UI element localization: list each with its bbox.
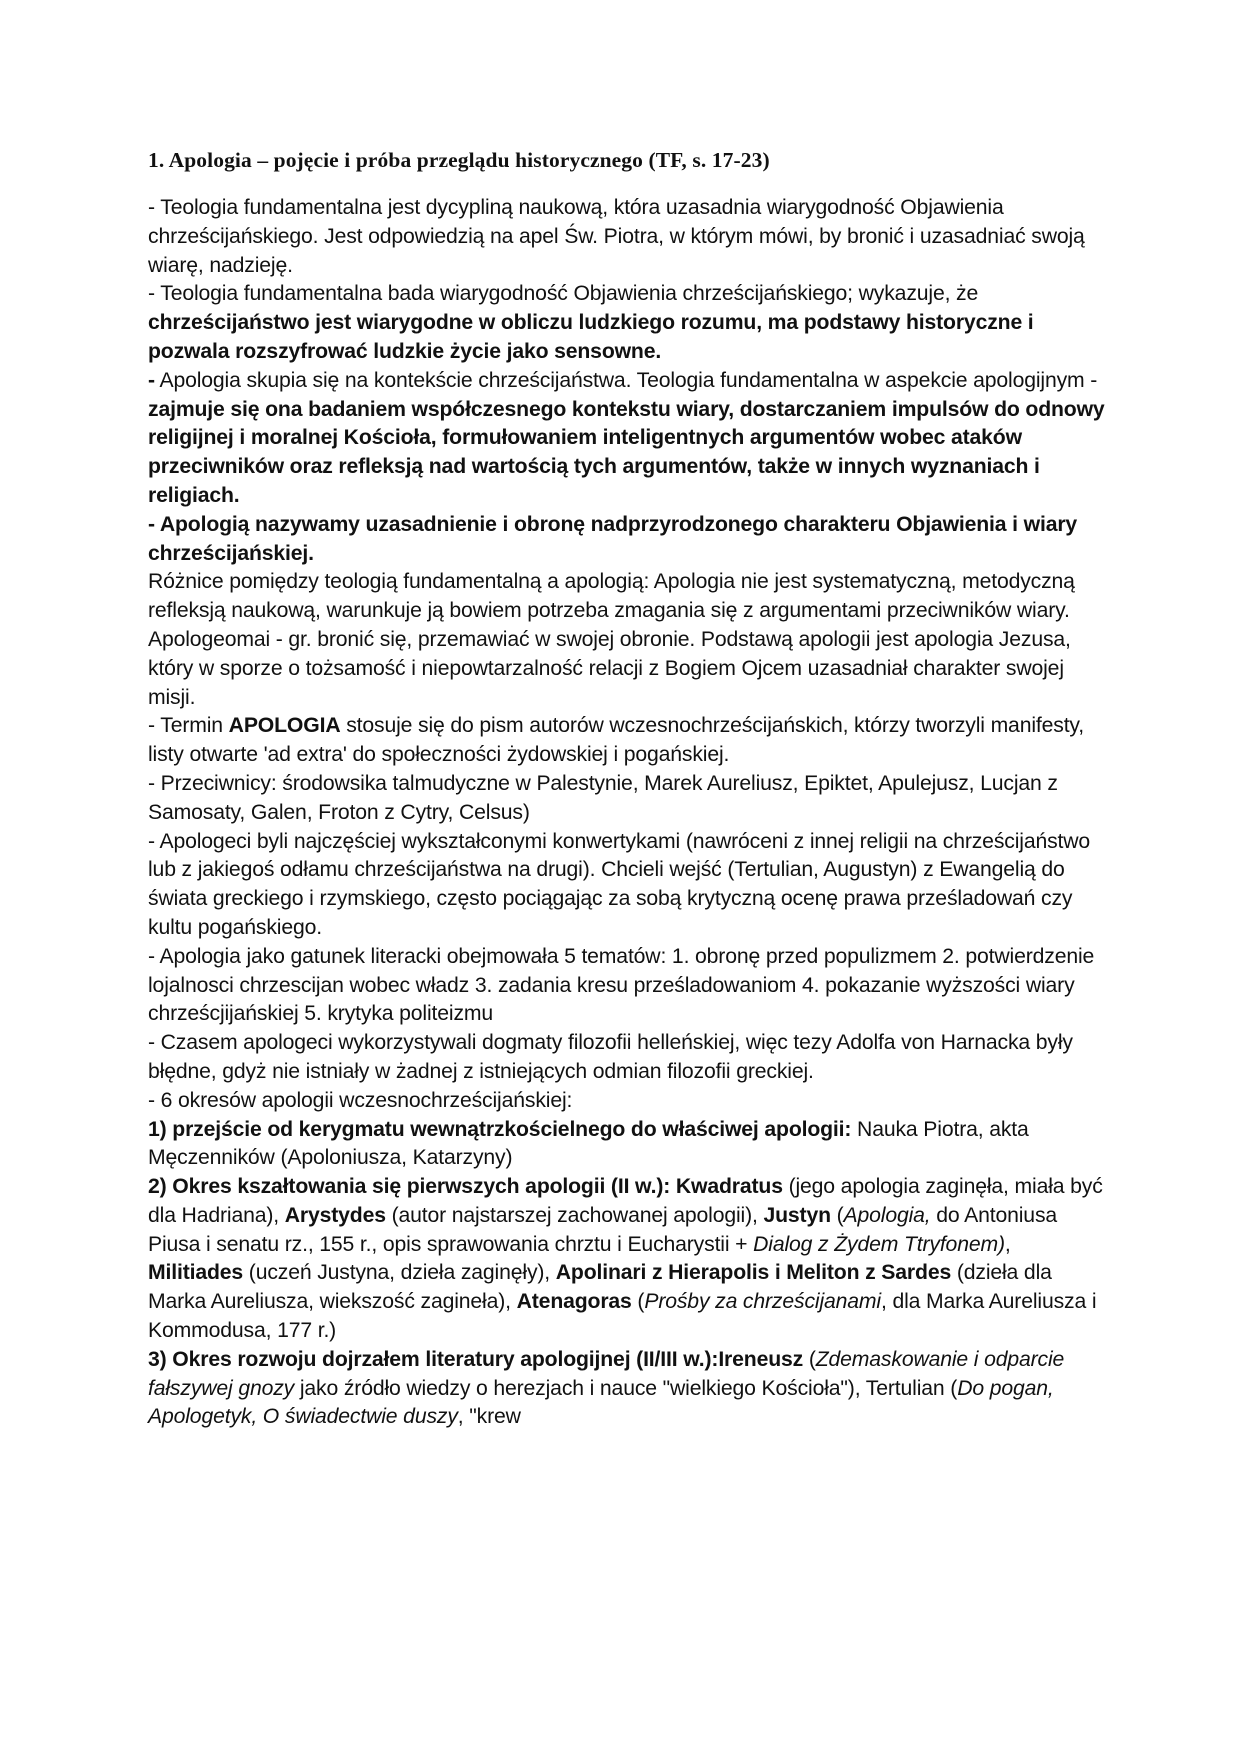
text-run: (jego apologia zaginęła, miała być dla Hadriana), xyxy=(148,1175,1103,1227)
text-run: - Apologia jako gatunek literacki obejmowała 5 tematów: 1. obronę przed populizmem 2. potwierdzenie lojalnosci chrzescijan wobec władz 3. zadania kresu prześladowaniom 4. pokazanie wyższości wiary chrześcjijańskiej 5. krytyka politeizmu xyxy=(148,944,1095,1026)
paragraph xyxy=(148,712,1108,770)
paragraph xyxy=(148,1346,1108,1432)
paragraph xyxy=(148,943,1108,1029)
italic-text: Do pogan, Apologetyk, O świadectwie duszy xyxy=(148,1376,1054,1429)
text-run: do Antoniusa Piusa i senatu rz., 155 r., opis sprawowania chrztu i Eucharystii + xyxy=(148,1203,1058,1256)
italic-text: Apologia, xyxy=(843,1203,931,1227)
text-run: (autor najstarszej zachowanej apologii), xyxy=(385,1203,764,1227)
paragraph xyxy=(148,367,1108,511)
text-run: - Apologeci byli najczęściej wykształconymi konwertykami (nawróceni z innej religii na chrześcijaństwo lub z jakiegoś odłamu chrześcijaństwa na drugi). Chcieli wejść (Tertulian, Augustyn) z Ewangelią do świata greckiego i rzymskiego, często pociągając za sobą krytyczną ocenę prawa prześladowań czy kultu pogańskiego. xyxy=(148,829,1091,939)
paragraph xyxy=(148,194,1108,280)
paragraph xyxy=(148,828,1108,943)
paragraph xyxy=(148,770,1108,828)
bold-text: Arystydes xyxy=(284,1203,386,1227)
text-run: - Teologia fundamentalna bada wiarygodność Objawienia chrześcijańskiego; wykazuje, że xyxy=(148,282,979,306)
text-run: , xyxy=(1004,1232,1011,1256)
text-run: - Czasem apologeci wykorzystywali dogmaty filozofii helleńskiej, więc tezy Adolfa von Harnacka były błędne, gdyż nie istniały w żadnej z istniejących odmian filozofii greckiej. xyxy=(148,1031,1073,1083)
text-run: - 6 okresów apologii wczesnochrześcijańskiej: xyxy=(148,1088,573,1112)
text-run: (dzieła dla Marka Aureliusza, wiekszość zagineła), xyxy=(148,1261,1052,1314)
paragraph xyxy=(148,1029,1108,1087)
bold-text: 1) przejście od kerygmatu wewnątrzkościelnego do właściwej apologii: xyxy=(148,1117,852,1141)
bold-text: APOLOGIA xyxy=(228,714,341,738)
paragraph xyxy=(148,568,1108,712)
bold-text: - Apologią nazywamy uzasadnienie i obronę nadprzyrodzonego charakteru Objawienia i wiary chrześcijańskiej. xyxy=(148,512,1078,565)
document-body xyxy=(148,194,1108,1432)
text-run: , "krew xyxy=(457,1405,521,1429)
italic-text: Zdemaskowanie i odparcie fałszywej gnozy xyxy=(148,1347,1065,1400)
text-run: ( xyxy=(830,1203,844,1227)
bold-text: Atenagoras xyxy=(516,1290,632,1314)
bold-text: Apolinari z Hierapolis i Meliton z Sardes xyxy=(555,1261,952,1285)
bold-text: Justyn xyxy=(763,1203,831,1227)
text-run: Apologia skupia się na kontekście chrześcijaństwa. Teologia fundamentalna w aspekcie apologijnym - xyxy=(154,368,1098,392)
italic-text: Dialog z Żydem Ttryfonem) xyxy=(753,1232,1005,1256)
bold-text: - xyxy=(148,368,155,392)
bold-text: 3) Okres rozwoju dojrzałem literatury apologijnej (II/III w.):Ireneusz xyxy=(148,1347,804,1371)
bold-text: 2) Okres kszałtowania się pierwszych apologii (II w.): Kwadratus xyxy=(148,1175,783,1199)
text-run: , dla Marka Aureliusza i Kommodusa, 177 r.) xyxy=(148,1290,1097,1343)
text-run: ( xyxy=(803,1347,816,1371)
page-title: 1. Apologia – pojęcie i próba przeglądu historycznego (TF, s. 17-23) xyxy=(148,148,770,172)
paragraph xyxy=(148,1116,1108,1174)
text-run: - Przeciwnicy: środowsika talmudyczne w Palestynie, Marek Aureliusz, Epiktet, Apulejusz, Lucjan z Samosaty, Galen, Froton z Cytry, Celsus) xyxy=(148,771,1058,824)
italic-text: Prośby za chrześcijanami xyxy=(644,1290,881,1314)
bold-text: zajmuje się ona badaniem współczesnego kontekstu wiary, dostarczaniem impulsów do odnowy religijnej i moralnej Kościoła, formułowaniem inteligentnych argumentów wobec ataków przeciwników oraz refleksją nad wartością tych argumentów, także w innych wyznaniach i religiach. xyxy=(148,397,1105,507)
bold-text: chrześcijaństwo jest wiarygodne w obliczu ludzkiego rozumu, ma podstawy historyczne i pozwala rozszyfrować ludzkie życie jako sensowne. xyxy=(148,311,1034,363)
paragraph xyxy=(148,1087,1108,1116)
text-run: ( xyxy=(631,1290,645,1314)
text-run: - Teologia fundamentalna jest dycypliną naukową, która uzasadnia wiarygodność Objawienia chrześcijańskiego. Jest odpowiedzią na apel Św. Piotra, w którym mówi, by bronić i uzasadniać swoją wiarę, nadzieję. xyxy=(148,196,1085,277)
text-run: jako źródło wiedzy o herezjach i nauce "wielkiego Kościoła"), Tertulian ( xyxy=(294,1376,958,1400)
text-run: Różnice pomiędzy teologią fundamentalną a apologią: Apologia nie jest systematyczną, metodyczną refleksją naukową, warunkuje ją bowiem potrzeba zmagania się z argumentami przeciwników wiary. Apologeomai - gr. bronić się, przemawiać w swojej obronie. Podstawą apologii jest apologia Jezusa, który w sporze o tożsamość i niepowtarzalność relacji z Bogiem Ojcem uzasadniał charakter swojej misji. xyxy=(148,570,1075,709)
text-run: - Termin xyxy=(148,714,229,738)
paragraph xyxy=(148,280,1108,366)
text-run: (uczeń Justyna, dzieła zaginęły), xyxy=(243,1261,556,1285)
text-run: Nauka Piotra, akta Męczenników (Apoloniusza, Katarzyny) xyxy=(148,1117,1029,1170)
text-run: stosuje się do pism autorów wczesnochrześcijańskich, którzy tworzyli manifesty, listy otwarte 'ad extra' do społeczności żydowskiej i pogańskiej. xyxy=(148,714,1085,767)
paragraph xyxy=(148,511,1108,569)
bold-text: Militiades xyxy=(148,1261,244,1285)
paragraph xyxy=(148,1173,1108,1346)
document-page xyxy=(148,146,1108,1432)
